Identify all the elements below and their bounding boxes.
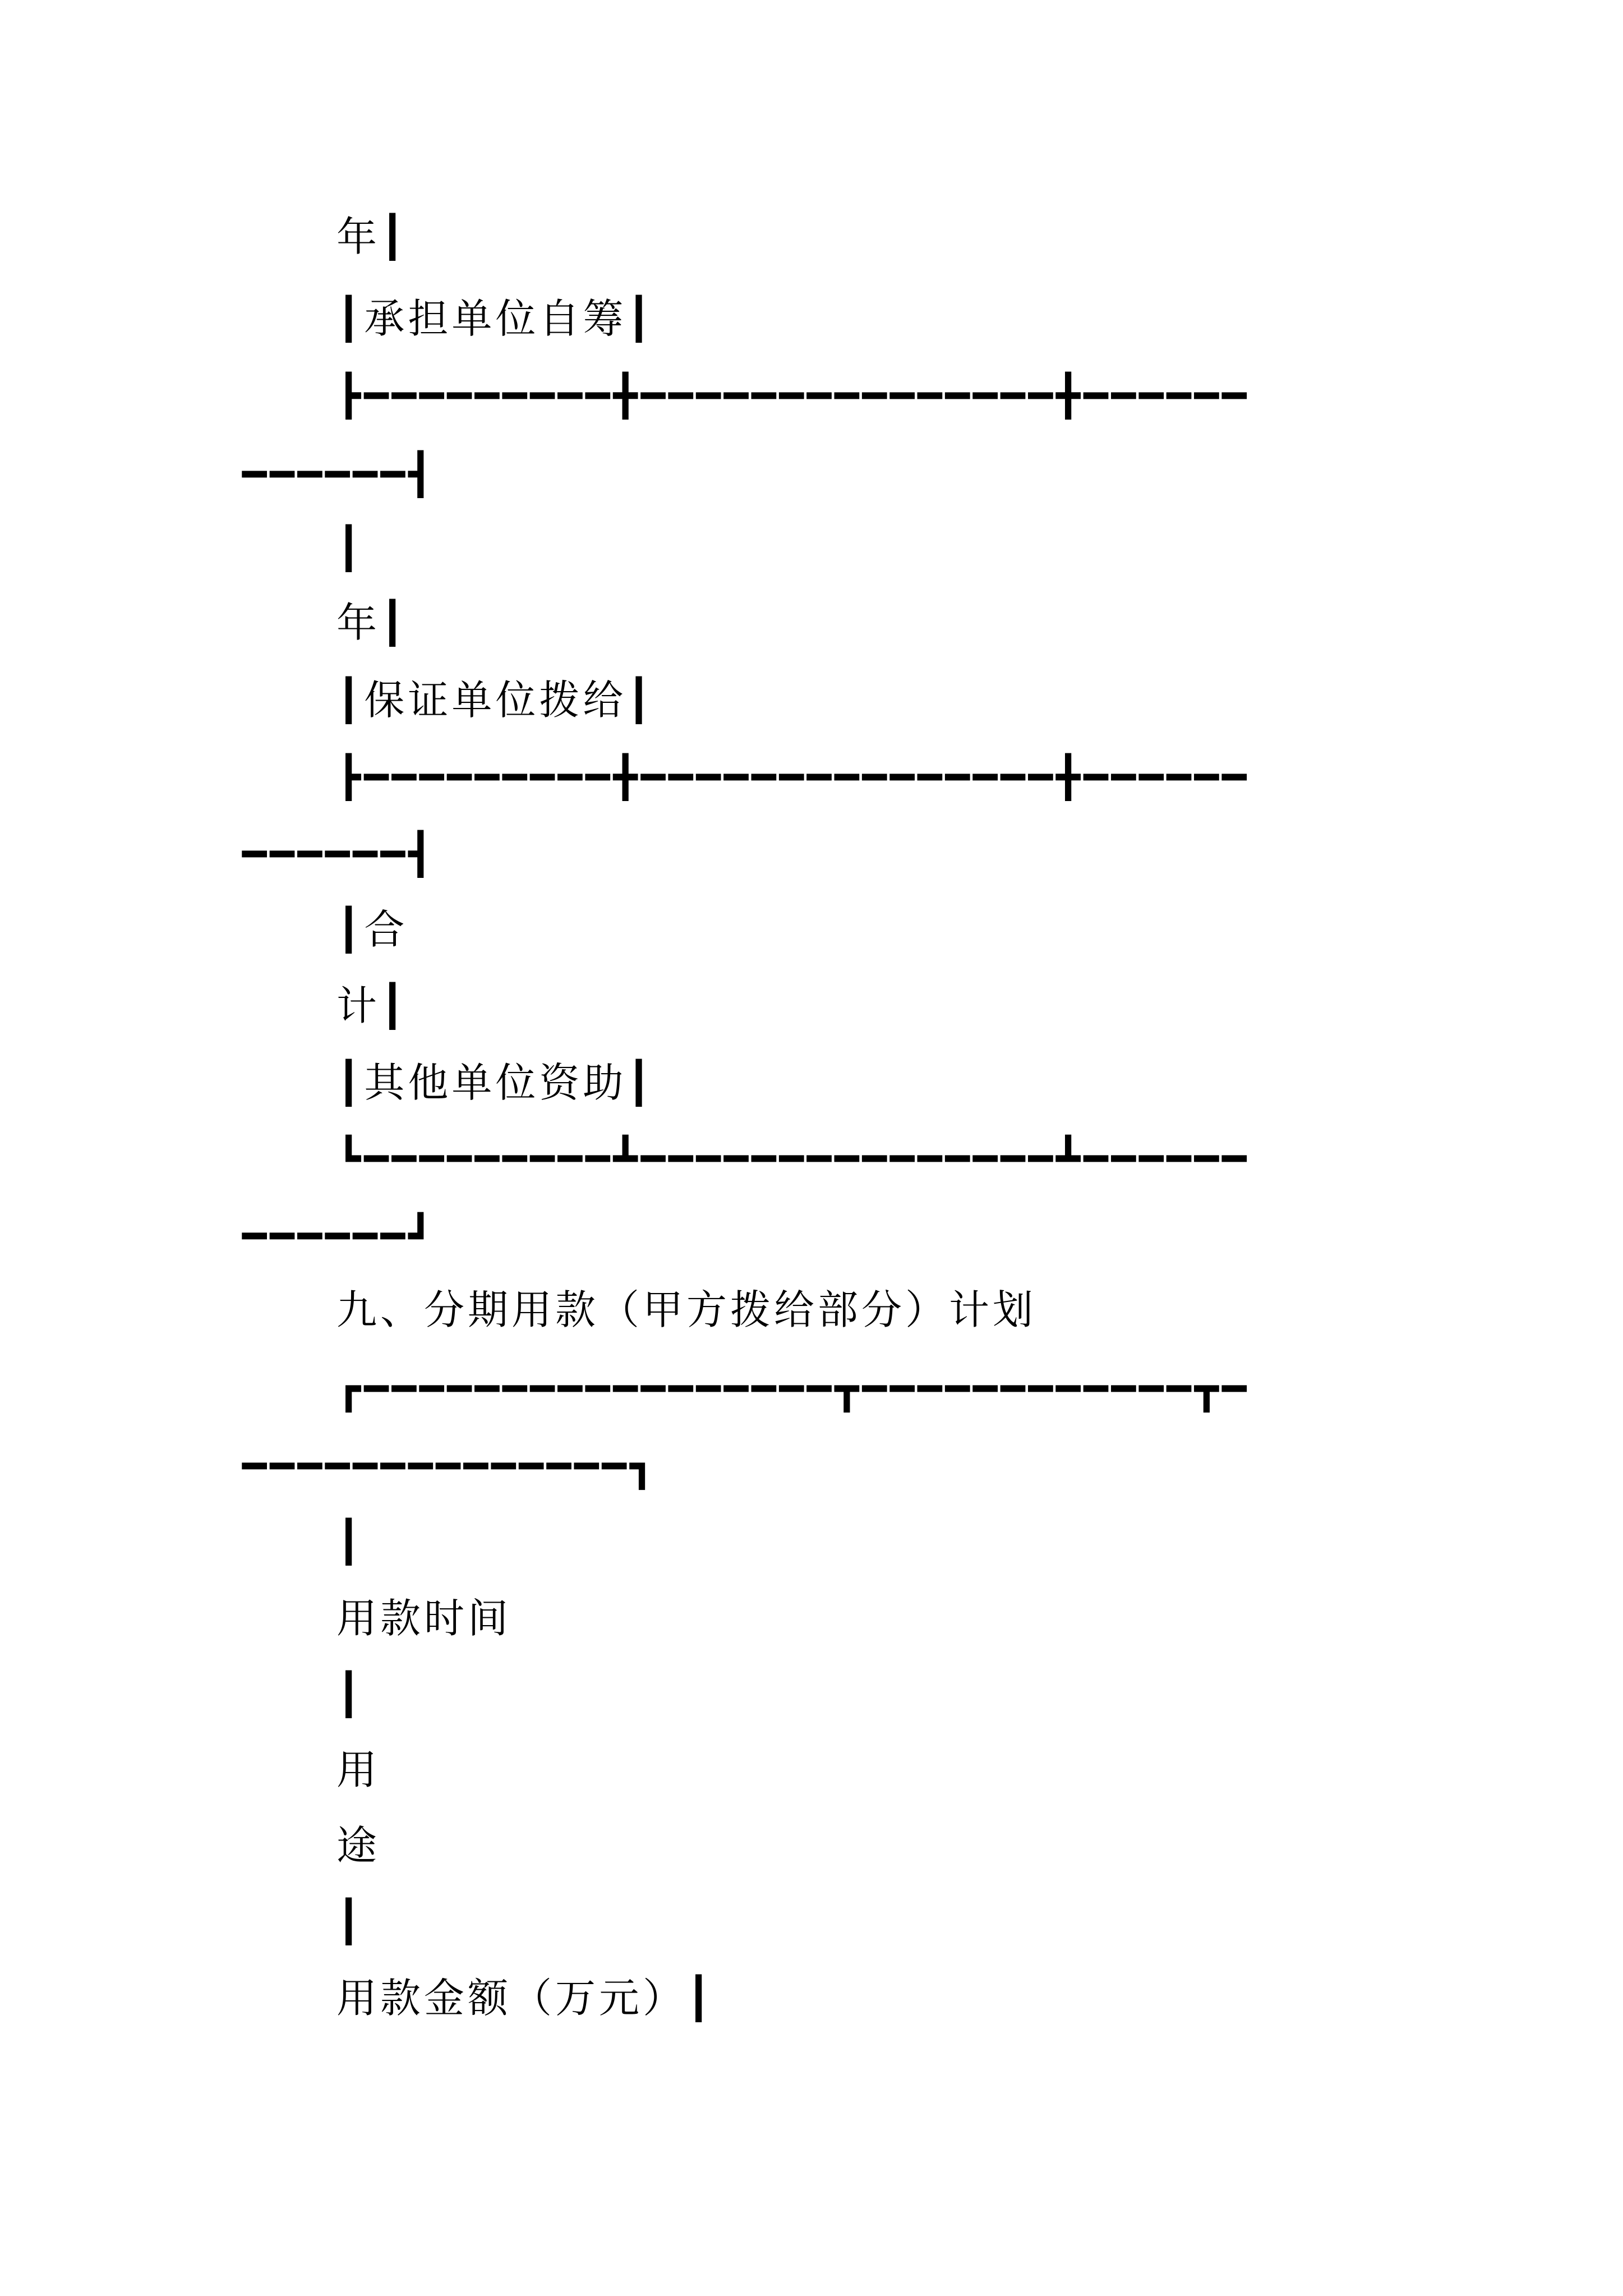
table-border-line: ┗━━━━━━━━━┻━━━━━━━━━━━━━━━┻━━━━━━: [336, 1135, 1250, 1182]
text-line: 年┃: [336, 213, 408, 260]
text-line: 用款金额（万元）┃: [336, 1975, 714, 2022]
text-line: 用款时间: [336, 1595, 512, 1642]
table-border-line: ━━━━━━━━━━━━━━┓: [242, 1442, 658, 1489]
table-border-line: ┏━━━━━━━━━━━━━━━━━┳━━━━━━━━━━━━┳━: [336, 1365, 1250, 1412]
table-border-line: ━━━━━━┫: [242, 830, 436, 877]
text-line: 途: [336, 1822, 381, 1869]
table-border-line: ┣━━━━━━━━━╋━━━━━━━━━━━━━━━╋━━━━━━: [336, 753, 1250, 800]
text-line: ┃保证单位拨给┃: [336, 677, 654, 724]
text-line: ┃: [336, 1518, 365, 1565]
text-line: ┃: [336, 1671, 365, 1718]
table-border-line: ━━━━━━┛: [242, 1212, 436, 1259]
text-line: ┃承担单位自筹┃: [336, 295, 654, 342]
text-line: ┃合: [336, 906, 408, 953]
table-border-line: ━━━━━━┫: [242, 450, 436, 498]
table-border-line: ┣━━━━━━━━━╋━━━━━━━━━━━━━━━╋━━━━━━: [336, 372, 1250, 419]
text-line: 计┃: [336, 982, 408, 1029]
text-line: ┃: [336, 1898, 365, 1945]
text-line: 用: [336, 1746, 381, 1793]
text-line: ┃其他单位资助┃: [336, 1059, 654, 1106]
section-heading: 九、分期用款（甲方拨给部分）计划: [336, 1286, 1037, 1333]
text-line: ┃: [336, 524, 365, 572]
text-line: 年┃: [336, 599, 408, 646]
